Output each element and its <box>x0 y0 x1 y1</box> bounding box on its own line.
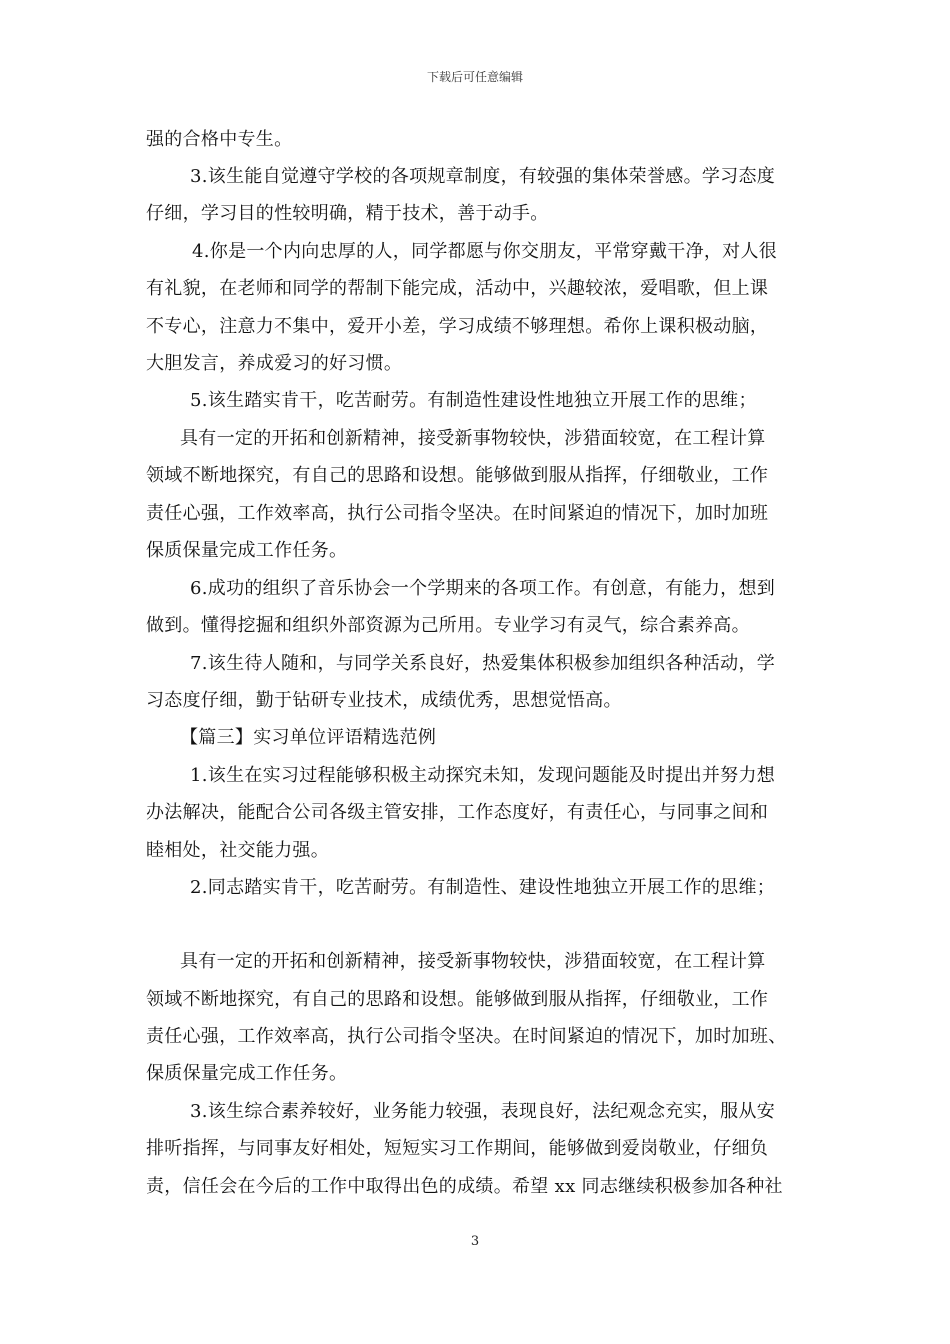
text-line: 2.同志踏实肯干，吃苦耐劳。有制造性、建设性地独立开展工作的思维； <box>190 877 776 898</box>
text-line: 有礼貌，在老师和同学的帮制下能完成，活动中，兴趣较浓，爱唱歌，但上课 <box>146 278 769 299</box>
text-line: 大胆发言，养成爱习的好习惯。 <box>146 353 403 374</box>
text-line: 强的合格中专生。 <box>146 129 293 150</box>
text-line: 3.该生能自觉遵守学校的各项规章制度，有较强的集体荣誉感。学习态度 <box>190 166 776 187</box>
text-line: 6.成功的组织了音乐协会一个学期来的各项工作。有创意，有能力，想到 <box>190 578 776 599</box>
text-line: 责，信任会在今后的工作中取得出色的成绩。希望 xx 同志继续积极参加各种社 <box>146 1176 783 1197</box>
text-line: 保质保量完成工作任务。 <box>146 540 348 561</box>
text-line: 习态度仔细，勤于钻研专业技术，成绩优秀，思想觉悟高。 <box>146 690 622 711</box>
text-line: 做到。懂得挖掘和组织外部资源为己所用。专业学习有灵气，综合素养高。 <box>146 615 750 636</box>
text-line: 不专心，注意力不集中，爱开小差，学习成绩不够理想。希你上课积极动脑， <box>146 316 769 337</box>
text-line: 5.该生踏实肯干，吃苦耐劳。有制造性建设性地独立开展工作的思维； <box>190 390 757 411</box>
text-line: 仔细，学习目的性较明确，精于技术，善于动手。 <box>146 203 549 224</box>
text-line: 办法解决，能配合公司各级主管安排，工作态度好，有责任心，与同事之间和 <box>146 802 769 823</box>
text-line: 具有一定的开拓和创新精神，接受新事物较快，涉猎面较宽，在工程计算 <box>180 951 766 972</box>
text-line: 排听指挥，与同事友好相处，短短实习工作期间，能够做到爱岗敬业，仔细负 <box>146 1138 769 1159</box>
text-line: 1.该生在实习过程能够积极主动探究未知，发现问题能及时提出并努力想 <box>190 765 776 786</box>
page-number: 3 <box>470 1234 480 1249</box>
text-line: 责任心强，工作效率高，执行公司指令坚决。在时间紧迫的情况下，加时加班、 <box>146 1026 787 1047</box>
text-line: 领域不断地探究，有自己的思路和设想。能够做到服从指挥，仔细敬业，工作 <box>146 465 769 486</box>
text-line: 保质保量完成工作任务。 <box>146 1063 348 1084</box>
text-line: 4.你是一个内向忠厚的人，同学都愿与你交朋友，平常穿戴干净，对人很 <box>192 241 778 262</box>
text-line: 领域不断地探究，有自己的思路和设想。能够做到服从指挥，仔细敬业，工作 <box>146 989 769 1010</box>
page-header: 下载后可任意编辑 <box>426 70 523 84</box>
text-line: 具有一定的开拓和创新精神，接受新事物较快，涉猎面较宽，在工程计算 <box>180 428 766 449</box>
text-line: 睦相处，社交能力强。 <box>146 840 329 861</box>
text-line: 责任心强，工作效率高，执行公司指令坚决。在时间紧迫的情况下，加时加班 <box>146 503 769 524</box>
text-line: 3.该生综合素养较好，业务能力较强，表现良好，法纪观念充实，服从安 <box>190 1101 776 1122</box>
text-line: 7.该生待人随和，与同学关系良好，热爱集体积极参加组织各种活动，学 <box>190 653 776 674</box>
section-heading: 【篇三】实习单位评语精选范例 <box>180 727 437 748</box>
